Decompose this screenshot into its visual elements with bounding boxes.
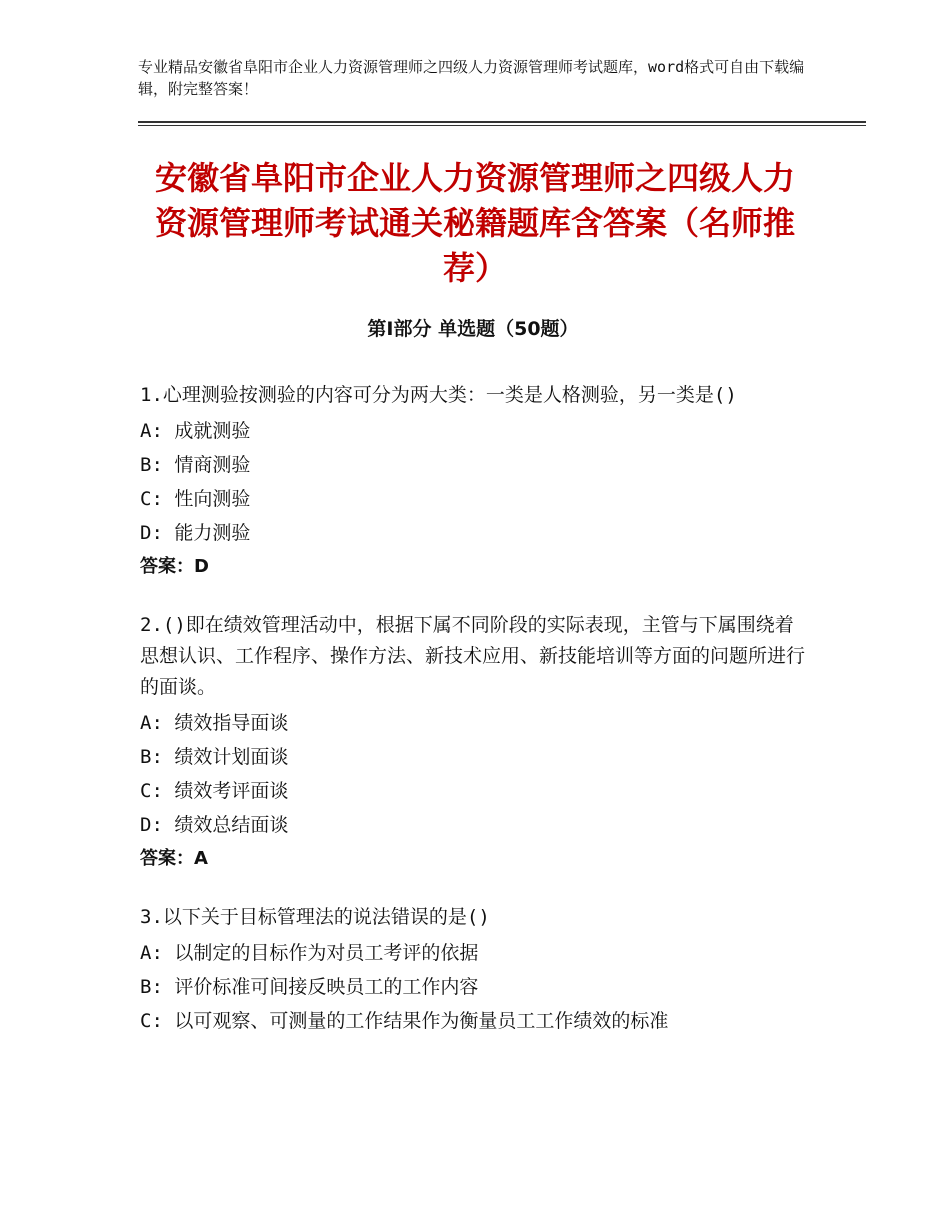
header-note: 专业精品安徽省阜阳市企业人力资源管理师之四级人力资源管理师考试题库，word格式可自由下载编辑，附完整答案！	[138, 58, 805, 98]
option-c: C: 绩效考评面谈	[140, 780, 289, 802]
answer: 答案：A	[140, 848, 208, 869]
option-d: D: 能力测验	[140, 522, 251, 544]
header-divider-thin	[138, 125, 866, 126]
section-title: 第Ⅰ部分 单选题（50题）	[367, 318, 579, 340]
answer: 答案：D	[140, 556, 209, 577]
option-b: B: 绩效计划面谈	[140, 746, 289, 768]
question-2	[140, 610, 812, 876]
option-c: C: 性向测验	[140, 488, 251, 510]
option-d: D: 绩效总结面谈	[140, 814, 289, 836]
question-list	[140, 380, 812, 1064]
question-text: 2.()即在绩效管理活动中，根据下属不同阶段的实际表现，主管与下属围绕着思想认识、工作程序、操作方法、新技术应用、新技能培训等方面的问题所进行的面谈。	[140, 614, 806, 698]
document-title: 安徽省阜阳市企业人力资源管理师之四级人力资源管理师考试通关秘籍题库含答案（名师推荐）	[154, 159, 795, 287]
option-c: C: 以可观察、可测量的工作结果作为衡量员工工作绩效的标准	[140, 1010, 669, 1032]
option-b: B: 评价标准可间接反映员工的工作内容	[140, 976, 479, 998]
question-3	[140, 902, 812, 1038]
header-divider	[138, 121, 866, 123]
question-text: 1.心理测验按测验的内容可分为两大类：一类是人格测验，另一类是()	[140, 384, 737, 406]
question-text: 3.以下关于目标管理法的说法错误的是()	[140, 906, 490, 928]
question-1	[140, 380, 812, 584]
option-a: A: 绩效指导面谈	[140, 712, 289, 734]
option-a: A: 以制定的目标作为对员工考评的依据	[140, 942, 479, 964]
option-b: B: 情商测验	[140, 454, 251, 476]
option-a: A: 成就测验	[140, 420, 251, 442]
